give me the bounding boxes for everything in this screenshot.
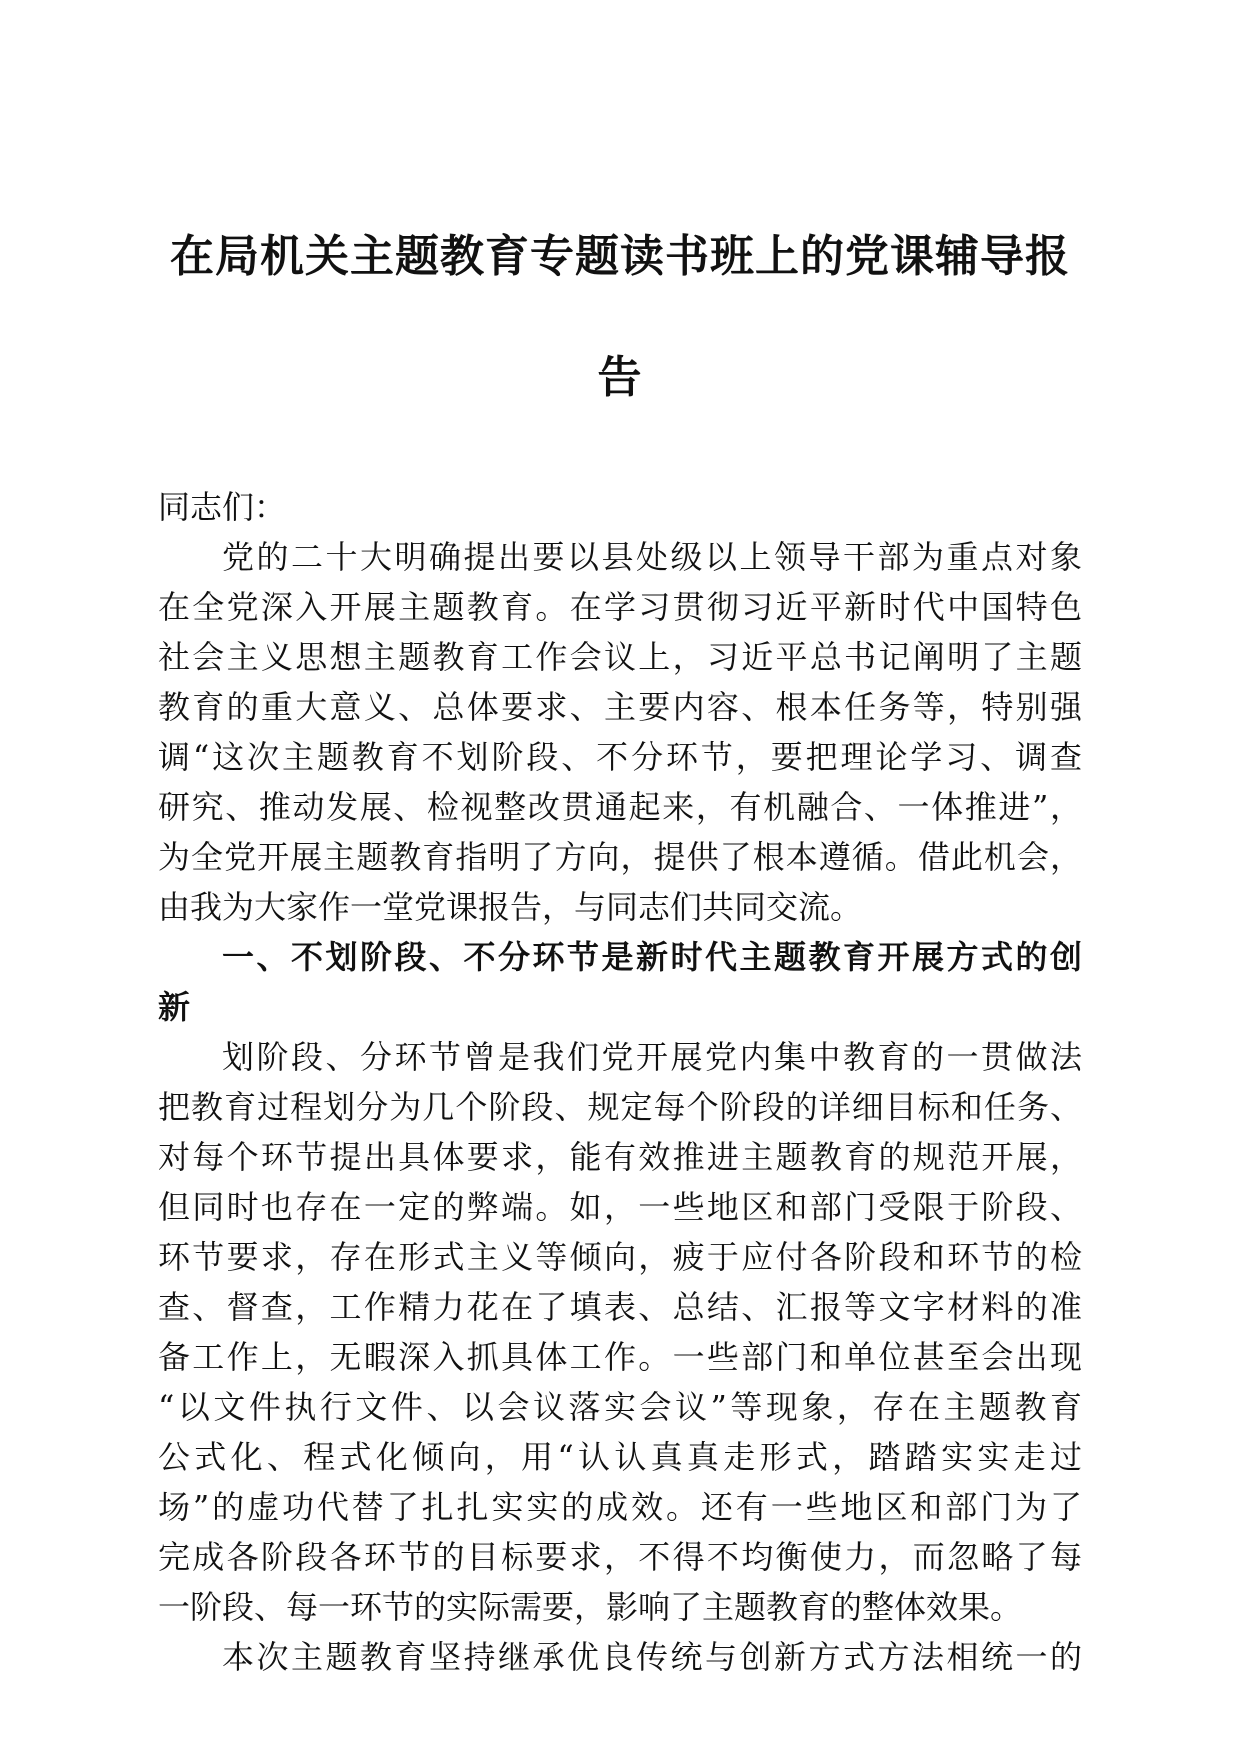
section-heading-1: 一、不划阶段、不分环节是新时代主题教育开展方式的创: [222, 938, 1082, 976]
paragraph-2-line: 公式化、程式化倾向，用“认认真真走形式，踏踏实实走过: [158, 1438, 1082, 1476]
paragraph-2-line: 对每个环节提出具体要求，能有效推进主题教育的规范开展，: [158, 1138, 1082, 1176]
paragraph-1-line: 为全党开展主题教育指明了方向，提供了根本遵循。借此机会，: [158, 838, 1082, 876]
paragraph-1-line: 社会主义思想主题教育工作会议上，习近平总书记阐明了主题: [158, 638, 1082, 676]
paragraph-2-line: 完成各阶段各环节的目标要求，不得不均衡使力，而忽略了每: [158, 1538, 1082, 1576]
paragraph-2-line: 一阶段、每一环节的实际需要，影响了主题教育的整体效果。: [158, 1588, 1023, 1626]
paragraph-2-line: 查、督查，工作精力花在了填表、总结、汇报等文字材料的准: [158, 1288, 1082, 1326]
paragraph-1-line: 教育的重大意义、总体要求、主要内容、根本任务等，特别强: [158, 688, 1082, 726]
paragraph-1-line: 研究、推动发展、检视整改贯通起来，有机融合、一体推进”，: [158, 788, 1082, 826]
paragraph-1-line: 党的二十大明确提出要以县处级以上领导干部为重点对象: [222, 538, 1082, 576]
paragraph-2-line: 场”的虚功代替了扎扎实实的成效。还有一些地区和部门为了: [158, 1488, 1082, 1526]
paragraph-2-line: 但同时也存在一定的弊端。如，一些地区和部门受限于阶段、: [158, 1188, 1082, 1226]
paragraph-2-line: 备工作上，无暇深入抓具体工作。一些部门和单位甚至会出现: [158, 1338, 1082, 1376]
document-title-line-1: 在局机关主题教育专题读书班上的党课辅导报: [170, 231, 1070, 282]
document-body: [158, 482, 1082, 1682]
document-page: [158, 0, 1082, 1754]
section-heading-1-cont: 新: [158, 988, 191, 1026]
paragraph-2-line: “以文件执行文件、以会议落实会议”等现象，存在主题教育: [158, 1388, 1082, 1426]
paragraph-2-line: 环节要求，存在形式主义等倾向，疲于应付各阶段和环节的检: [158, 1238, 1082, 1276]
paragraph-1-line: 调“这次主题教育不划阶段、不分环节，要把理论学习、调查: [158, 738, 1082, 776]
document-title-line-2: 告: [597, 352, 643, 403]
paragraph-3-line: 本次主题教育坚持继承优良传统与创新方式方法相统一的: [222, 1638, 1082, 1676]
paragraph-2-line: 把教育过程划分为几个阶段、规定每个阶段的详细目标和任务、: [158, 1088, 1082, 1126]
salutation: 同志们：: [158, 488, 287, 526]
paragraph-2-line: 划阶段、分环节曾是我们党开展党内集中教育的一贯做法: [222, 1038, 1082, 1076]
paragraph-1-line: 在全党深入开展主题教育。在学习贯彻习近平新时代中国特色: [158, 588, 1082, 626]
paragraph-1-line: 由我为大家作一堂党课报告，与同志们共同交流。: [158, 888, 863, 926]
